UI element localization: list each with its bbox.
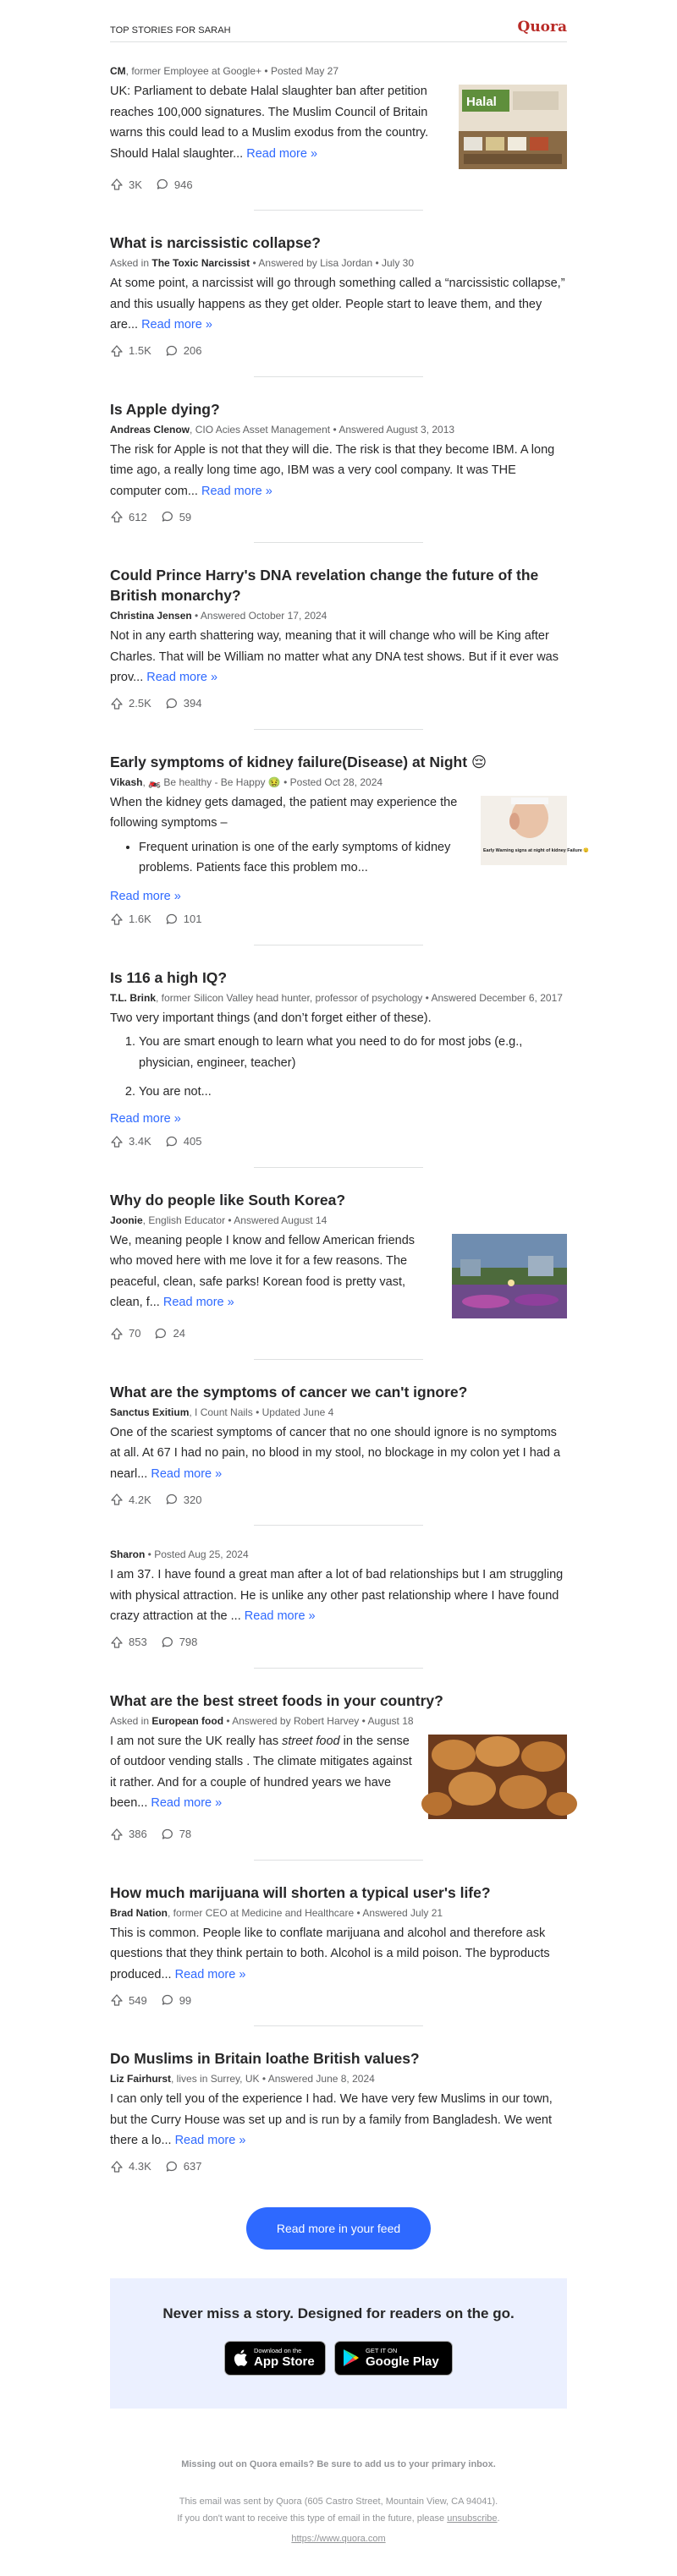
comment-button[interactable]: 946 <box>156 178 193 191</box>
story-card[interactable] <box>110 1669 567 1861</box>
story-excerpt[interactable]: At some point, a narcissist will go through something called a “narcissistic collapse,” and this usually happens as they get older. People start to leave them, and they are... Read more » <box>110 277 565 332</box>
upvote-button[interactable]: 612 <box>110 510 147 523</box>
story-card[interactable] <box>110 1168 567 1360</box>
story-excerpt[interactable]: I can only tell you of the experience I had. We have very few Muslims in our town, but the Curry House was set up and is run by a family from Bangladesh. We went there a lo... Read more » <box>110 2092 553 2147</box>
read-more-link[interactable]: Read more » <box>110 1111 181 1126</box>
story-actions <box>110 1493 567 1506</box>
story-excerpt[interactable]: I am 37. I have found a great man after a lot of bad relationships but I am struggling with physical attraction. He is unlike any other past relationship where I have found crazy attraction at the ... Read more » <box>110 1568 564 1623</box>
question-title[interactable]: How much marijuana will shorten a typical user's life? <box>110 1883 491 1901</box>
upvote-icon <box>110 1327 124 1340</box>
comment-button[interactable]: 798 <box>161 1636 198 1649</box>
story-actions <box>110 2160 567 2173</box>
read-more-link[interactable]: Read more » <box>162 1296 234 1309</box>
upvote-button[interactable]: 386 <box>110 1828 147 1841</box>
upvote-button[interactable]: 549 <box>110 1993 147 2007</box>
story-meta: Vikash, 🏍️ Be healthy - Be Happy 🤢 • Posted Oct 28, 2024 <box>110 776 383 788</box>
comment-icon <box>165 1493 179 1506</box>
read-more-link[interactable]: Read more » <box>174 2134 246 2147</box>
question-title[interactable]: What is narcissistic collapse? <box>110 234 321 251</box>
author-name[interactable]: Andreas Clenow <box>110 423 190 436</box>
upvote-button[interactable]: 3K <box>110 178 142 191</box>
read-more-link[interactable]: Read more » <box>174 1967 246 1981</box>
upvote-icon <box>110 1135 124 1148</box>
upvote-icon <box>110 2160 124 2173</box>
footer-inbox-note: Missing out on Quora emails? Be sure to add us to your primary inbox. <box>181 2458 496 2469</box>
comment-icon <box>156 178 169 191</box>
question-title[interactable]: Could Prince Harry's DNA revelation change the future of the British monarchy? <box>110 567 539 604</box>
space-name[interactable]: The Toxic Narcissist <box>151 257 250 269</box>
read-more-link[interactable]: Read more » <box>151 1796 223 1810</box>
question-title[interactable]: Why do people like South Korea? <box>110 1191 346 1209</box>
quora-url-link[interactable]: https://www.quora.com <box>291 2533 386 2544</box>
story-card[interactable] <box>110 2026 567 2173</box>
story-excerpt[interactable]: I am not sure the UK really has street food in the sense of outdoor vending stalls . The climate mitigates against it rather. And for a couple of hundred years we have been... Read more » <box>110 1734 412 1810</box>
google-play-badge[interactable]: GET IT ON Google Play <box>334 2341 453 2376</box>
google-play-icon <box>343 2349 360 2367</box>
story-meta: CM, former Employee at Google+ • Posted May 27 <box>110 65 339 77</box>
story-excerpt[interactable]: The risk for Apple is not that they will die. The risk is that they become IBM. A long time ago, a really long time ago, IBM was a very cool company. It was THE computer com... Read more » <box>110 442 555 498</box>
story-actions <box>110 344 567 358</box>
email-footer <box>110 2409 567 2564</box>
upvote-icon <box>110 1993 124 2007</box>
story-meta: Sharon • Posted Aug 25, 2024 <box>110 1548 249 1560</box>
apple-icon <box>233 2349 248 2367</box>
upvote-button[interactable]: 1.5K <box>110 344 151 358</box>
story-actions <box>110 510 567 523</box>
footer-legal: This email was sent by Quora (605 Castro Street, Mountain View, CA 94041). If you don't want to receive this type of email in the future, please unsubscribe. <box>177 2496 500 2524</box>
upvote-icon <box>110 1493 124 1506</box>
story-meta: Sanctus Exitium, I Count Nails • Updated June 4 <box>110 1406 334 1418</box>
upvote-icon <box>110 510 124 523</box>
story-excerpt[interactable]: We, meaning people I know and fellow American friends who moved here with me love it for a few reasons. The peaceful, clean, safe parks! Korean food is pretty vast, clean, f... Read more » <box>110 1233 416 1309</box>
story-excerpt[interactable]: Not in any earth shattering way, meaning that it will change who will be King after Charles. That will be William no matter what any DNA test shows. But if it ever was prov... Read more » <box>110 629 559 684</box>
read-more-feed-button[interactable]: Read more in your feed <box>246 2207 431 2250</box>
author-name[interactable]: Sanctus Exitium <box>110 1406 190 1418</box>
comment-icon <box>161 1993 174 2007</box>
story-card[interactable] <box>110 945 567 1168</box>
comment-button[interactable]: 320 <box>165 1493 202 1506</box>
upvote-button[interactable]: 4.3K <box>110 2160 151 2173</box>
story-actions <box>110 178 567 191</box>
comment-icon <box>161 1636 174 1649</box>
list-item: 2. You are not... <box>139 1082 567 1103</box>
app-download-banner <box>110 2278 567 2409</box>
comment-icon <box>161 1828 174 1841</box>
story-card[interactable] <box>110 730 590 945</box>
author-name[interactable]: T.L. Brink <box>110 991 157 1004</box>
story-meta: Asked in The Toxic Narcissist • Answered by Lisa Jordan • July 30 <box>110 257 415 269</box>
story-excerpt[interactable]: This is common. People like to conflate marijuana and alcohol and therefore ask questions that they think pertain to both. Alcohol is a mild poison. The byproducts produced... Read more » <box>110 1926 550 1981</box>
story-excerpt[interactable]: UK: Parliament to debate Halal slaughter ban after petition reaches 100,000 signatures. The Muslim Council of Britain warns this could lead to a Muslim exodus from the country. Should Halal slaughter... Read more » <box>110 85 429 161</box>
comment-icon <box>165 697 179 710</box>
image-caption: Early Warning signs at night of kidney Failure 😟 <box>483 847 590 853</box>
upvote-icon <box>110 178 124 191</box>
upvote-button[interactable]: 2.5K <box>110 697 151 710</box>
upvote-icon <box>110 344 124 358</box>
story-excerpt[interactable]: One of the scariest symptoms of cancer that no one should ignore is no symptoms at all. At 67 I had no pain, no blood in my stool, no blockage in my colon yet I had a nearl... Read more » <box>110 1425 561 1481</box>
story-card[interactable] <box>110 1360 567 1526</box>
bullet-item: • Frequent urination is one of the early symptoms of kidney problems. Patients face this problem mo... <box>139 837 467 879</box>
read-more-link[interactable]: Read more » <box>244 1609 316 1623</box>
read-more-link[interactable]: Read more » <box>151 1466 223 1481</box>
story-card[interactable] <box>110 211 567 377</box>
upvote-icon <box>110 913 124 926</box>
app-banner-tagline: Never miss a story. Designed for readers on the go. <box>162 2305 515 2321</box>
comment-icon <box>161 510 174 523</box>
comment-button[interactable]: 394 <box>165 697 202 710</box>
story-excerpt[interactable]: Two very important things (and don’t forget either of these). 1. You are smart enough to learn what you need to do for most jobs (e.g., physician, engineer, teacher) 2. You are not... <box>110 1008 567 1103</box>
story-actions <box>110 1828 567 1841</box>
upvote-icon <box>110 1828 124 1841</box>
comment-button[interactable]: 59 <box>161 510 191 523</box>
comment-button[interactable]: 637 <box>165 2160 202 2173</box>
read-more-link[interactable]: Read more » <box>141 318 212 332</box>
quora-logo[interactable]: Quora <box>517 19 567 36</box>
author-name[interactable]: Vikash <box>110 776 143 788</box>
question-title[interactable]: Do Muslims in Britain loathe British values? <box>110 2050 420 2067</box>
story-card[interactable] <box>110 543 567 730</box>
comment-icon <box>165 1135 179 1148</box>
story-card[interactable] <box>110 42 567 211</box>
author-name[interactable]: CM <box>110 65 126 77</box>
comment-button[interactable]: 405 <box>165 1135 202 1148</box>
comment-icon <box>165 2160 179 2173</box>
comment-button[interactable]: 206 <box>165 344 202 358</box>
comment-icon <box>165 344 179 358</box>
author-name[interactable]: Sharon <box>110 1548 146 1560</box>
story-actions <box>110 1135 567 1148</box>
read-more-link[interactable]: Read more » <box>201 484 272 498</box>
halal-sign-text: Halal <box>466 95 497 109</box>
story-actions <box>110 913 567 926</box>
story-meta: Brad Nation, former CEO at Medicine and Healthcare • Answered July 21 <box>110 1906 443 1919</box>
story-card[interactable] <box>110 377 567 544</box>
story-image[interactable] <box>481 796 590 865</box>
upvote-button[interactable]: 853 <box>110 1636 147 1649</box>
list-item: 1. You are smart enough to learn what you need to do for most jobs (e.g., physician, engineer, teacher) <box>139 1032 567 1073</box>
upvote-icon <box>110 1636 124 1649</box>
author-name[interactable]: Liz Fairhurst <box>110 2073 172 2085</box>
question-title[interactable]: What are the symptoms of cancer we can't ignore? <box>110 1383 468 1400</box>
upvote-button[interactable]: 3.4K <box>110 1135 151 1148</box>
comment-icon <box>165 913 179 926</box>
comment-icon <box>154 1327 168 1340</box>
comment-button[interactable]: 99 <box>161 1993 191 2007</box>
author-name[interactable]: Joonie <box>110 1214 143 1226</box>
story-actions <box>110 1993 567 2007</box>
comment-button[interactable]: 78 <box>161 1828 191 1841</box>
author-name[interactable]: Christina Jensen <box>110 610 192 622</box>
question-title[interactable]: What are the best street foods in your country? <box>110 1691 443 1709</box>
email-container <box>110 0 590 2564</box>
upvote-button[interactable]: 1.6K <box>110 913 151 926</box>
story-meta: Joonie, English Educator • Answered August 14 <box>110 1214 327 1226</box>
story-card[interactable] <box>110 1526 567 1669</box>
read-more-link[interactable]: Read more » <box>246 146 318 161</box>
story-card[interactable] <box>110 1861 567 2027</box>
story-excerpt[interactable]: When the kidney gets damaged, the patient may experience the following symptoms – • Frequent urination is one of the early symptoms of kidney problems. Patients face this problem mo... <box>110 792 467 879</box>
read-more-link[interactable]: Read more » <box>146 671 218 684</box>
space-name[interactable]: European food <box>151 1714 224 1727</box>
header-label: TOP STORIES FOR SARAH <box>110 25 231 36</box>
question-title[interactable]: Is Apple dying? <box>110 400 220 418</box>
unsubscribe-link[interactable]: unsubscribe <box>447 2513 498 2524</box>
app-store-badge[interactable]: Download on the App Store <box>224 2341 326 2376</box>
story-actions <box>110 1327 567 1340</box>
comment-button[interactable]: 24 <box>154 1327 184 1340</box>
upvote-icon <box>110 697 124 710</box>
author-name[interactable]: Brad Nation <box>110 1906 168 1919</box>
question-title[interactable]: Is 116 a high IQ? <box>110 968 228 986</box>
upvote-button[interactable]: 70 <box>110 1327 140 1340</box>
header <box>110 19 567 42</box>
comment-button[interactable]: 101 <box>165 913 202 926</box>
story-meta: Liz Fairhurst, lives in Surrey, UK • Answered June 8, 2024 <box>110 2073 375 2085</box>
story-meta: Andreas Clenow, CIO Acies Asset Management • Answered August 3, 2013 <box>110 423 455 436</box>
read-more-link[interactable]: Read more » <box>110 889 181 903</box>
upvote-button[interactable]: 4.2K <box>110 1493 151 1506</box>
story-meta: Asked in European food • Answered by Robert Harvey • August 18 <box>110 1714 414 1727</box>
story-actions <box>110 697 567 710</box>
story-image[interactable] <box>452 1234 567 1318</box>
question-title[interactable]: Early symptoms of kidney failure(Disease) at Night 😔 <box>110 753 487 770</box>
story-meta: Christina Jensen • Answered October 17, 2024 <box>110 610 327 622</box>
story-meta: T.L. Brink, former Silicon Valley head hunter, professor of psychology • Answered December 6, 2017 <box>110 991 563 1004</box>
story-image[interactable] <box>459 85 567 169</box>
story-image[interactable] <box>428 1735 567 1819</box>
story-actions <box>110 1636 567 1649</box>
